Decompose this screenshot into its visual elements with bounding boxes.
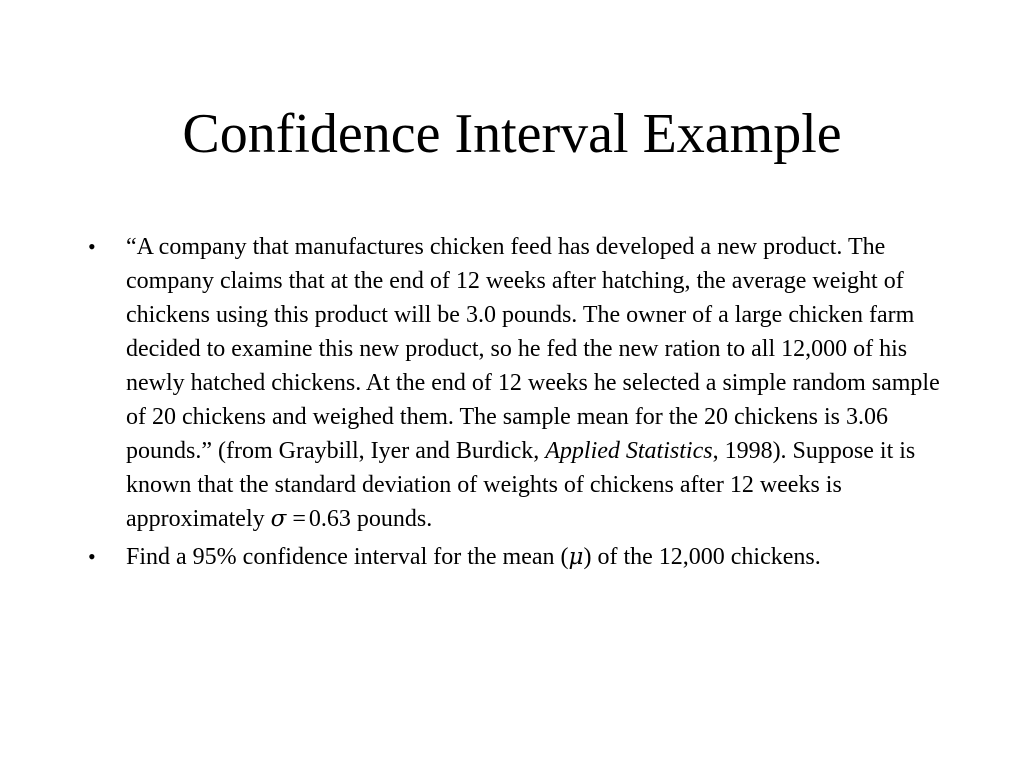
slide-title: Confidence Interval Example [182,103,842,165]
bullet-dot-icon: • [88,234,96,259]
equals-sign: = [292,506,306,532]
problem-text-part1: “A company that manufactures chicken feed has developed a new product. The company claims that at the end of 12 weeks after hatching, the average weight of chickens using this product will be 3.0 pounds. The owner of a large chicken farm decided to examine this new product, so he fed the new ration to all 12,000 of his newly hatched chickens. At the end of 12 weeks he selected a simple random sample of 20 chickens and weighed them. The sample mean for the 20 chickens is 3.06 pounds.” (from Graybill, Iyer and Burdick, [126,234,940,464]
bullet-item-problem [0,230,946,536]
bullet-list [0,230,1024,578]
source-italic-text: Applied Statistics [545,438,713,464]
bullet-dot-icon: • [88,544,96,569]
question-text-part2: ) of the 12,000 chickens. [583,544,821,570]
question-text-part1: Find a 95% confidence interval for the mean ( [126,544,569,570]
sigma-symbol: σ [270,506,287,532]
bullet-item-question [0,540,946,574]
problem-text-part2: , 1998). Suppose it is known that the standard deviation of weights of chickens after 12 weeks is approximately [126,438,916,532]
problem-text-part3: 0.63 pounds. [308,506,433,532]
mu-symbol: μ [568,544,584,570]
